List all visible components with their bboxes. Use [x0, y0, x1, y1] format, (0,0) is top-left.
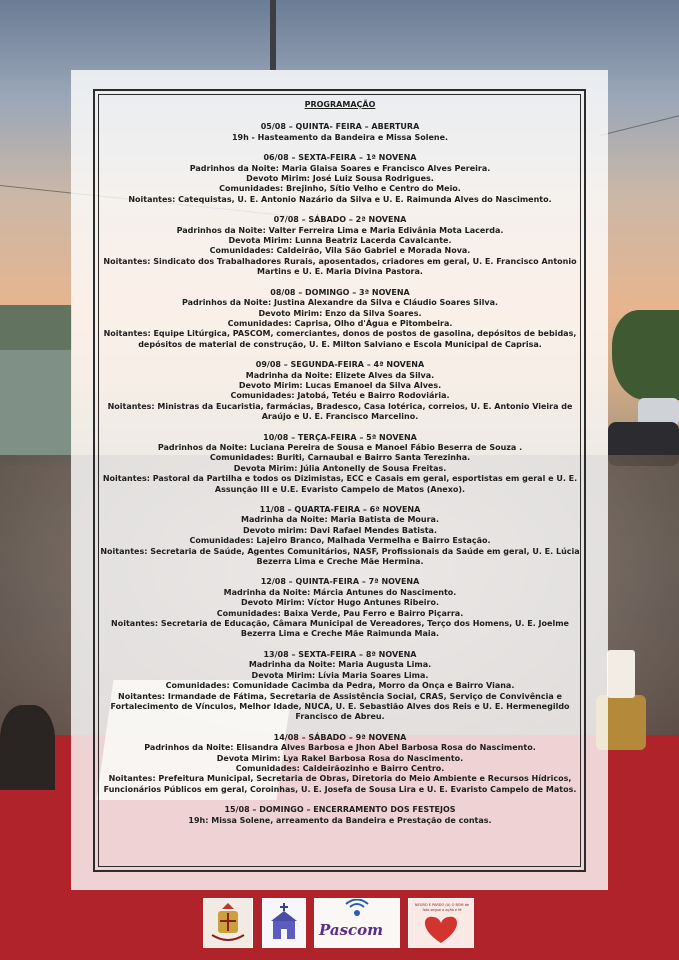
campaign-logo-text: NEGRO E PARDO (A) O BOM de fato segue o ação e fé: [414, 903, 470, 912]
day-title: 05/08 – QUINTA- FEIRA – ABERTURA: [260, 122, 420, 132]
tree: [612, 310, 679, 400]
campaign-logo: [408, 898, 474, 948]
day-block: [100, 505, 580, 567]
day-line: Madrinha da Noite: Maria Batista de Moura.: [241, 515, 439, 525]
day-line: Comunidades: Lajeiro Branco, Malhada Vermelha e Bairro Estação.: [189, 536, 491, 546]
day-line: Comunidades: Baixa Verde, Pau Ferro e Bairro Piçarra.: [216, 608, 464, 618]
day-line: Devoto Mirim: José Luiz Sousa Rodrigues.: [246, 174, 434, 184]
day-line: Padrinhos da Noite: Maria Glaisa Soares e Francisco Alves Pereira.: [189, 163, 491, 173]
parish-church-logo: [262, 898, 306, 948]
day-line: 19h - Hasteamento da Bandeira e Missa Solene.: [231, 132, 449, 142]
day-block: [100, 288, 580, 350]
day-title: 14/08 – SÁBADO – 9ª NOVENA: [273, 732, 407, 742]
diocese-coat-of-arms-logo: [203, 898, 253, 948]
day-line: Devota Mirim: Lívia Maria Soares Lima.: [251, 670, 429, 680]
day-line: Comunidades: Comunidade Cacimba da Pedra, Morro da Onça e Bairro Viana.: [165, 681, 515, 691]
sponsor-logos: [0, 898, 679, 950]
day-line: Noitantes: Pastoral da Partilha e todos os Dizimistas, ECC e Casais em geral, esportistas em geral e U. E. Assunção III e U.E. Evaristo Campelo de Matos (Anexo).: [102, 474, 578, 494]
day-line: Devoto mirim: Davi Rafael Mendes Batista.: [242, 525, 437, 535]
day-title: 12/08 – QUINTA-FEIRA – 7ª NOVENA: [260, 577, 420, 587]
day-line: 19h: Missa Solene, arreamento da Bandeira e Prestação de contas.: [188, 815, 492, 825]
day-block: [100, 433, 580, 495]
day-line: Noitantes: Secretaria de Saúde, Agentes Comunitários, NASF, Profissionais da Saúde em geral, U. E. Lúcia Bezerra Lima e Creche Mãe Hermina.: [100, 546, 580, 567]
day-line: Padrinhos da Noite: Valter Ferreira Lima e Maria Edivânia Mota Lacerda.: [176, 225, 504, 235]
day-block: [100, 153, 580, 205]
day-title: 08/08 – DOMINGO – 3ª NOVENA: [270, 287, 410, 297]
house-roof: [0, 305, 72, 350]
day-line: Padrinhos da Noite: Justina Alexandre da Silva e Cláudio Soares Silva.: [181, 298, 499, 308]
coat-of-arms-icon: [204, 899, 252, 947]
day-line: Noitantes: Equipe Litúrgica, PASCOM, comerciantes, donos de postos de gasolina, depósitos de bebidas, depósitos de material de construção, U. E. Milton Salviano e Escola Municipal de Caprisa.: [103, 329, 577, 349]
day-block: [100, 805, 580, 826]
day-line: Devota Mirim: Lunna Beatriz Lacerda Cavalcante.: [228, 236, 452, 246]
day-line: Noitantes: Secretaria de Educação, Câmara Municipal de Vereadores, Terço dos Homens, U. E. Joelme Bezerra Lima e Creche Mãe Raimunda Maia.: [111, 619, 569, 639]
day-title: 13/08 – SEXTA-FEIRA – 8ª NOVENA: [263, 649, 417, 659]
utility-pole: [270, 0, 276, 70]
day-line: Devoto Mirim: Víctor Hugo Antunes Ribeiro.: [240, 598, 440, 608]
day-title: 09/08 – SEGUNDA-FEIRA – 4ª NOVENA: [255, 360, 425, 370]
day-line: Comunidades: Caldeirãozinho e Bairro Centro.: [235, 763, 445, 773]
church-icon: [263, 899, 305, 947]
day-line: Devota Mirim: Lya Rakel Barbosa Rosa do Nascimento.: [216, 753, 464, 763]
day-line: Padrinhos da Noite: Elisandra Alves Barbosa e Jhon Abel Barbosa Rosa do Nascimento.: [144, 743, 536, 753]
person: [0, 705, 55, 790]
day-line: Comunidades: Caldeirão, Vila São Gabriel e Morada Nova.: [209, 246, 471, 256]
day-line: Devoto Mirim: Enzo da Silva Soares.: [258, 308, 422, 318]
day-title: 07/08 – SÁBADO – 2ª NOVENA: [273, 215, 407, 225]
day-title: 06/08 – SEXTA-FEIRA – 1ª NOVENA: [263, 153, 417, 163]
power-line: [600, 113, 679, 136]
day-line: Padrinhos da Noite: Luciana Pereira de Sousa e Manoel Fábio Beserra de Souza .: [157, 442, 523, 452]
day-block: [100, 215, 580, 277]
day-line: Noitantes: Prefeitura Municipal, Secretaria de Obras, Diretoria do Meio Ambiente e Recursos Hídricos, Funcionários Públicos em geral, Coroinhas, U. E. Josefa de Sousa Lira e U. E. Evaristo Campelo de Matos.: [103, 774, 577, 794]
day-block: [100, 577, 580, 639]
day-line: Madrinha da Noite: Márcia Antunes do Nascimento.: [223, 587, 457, 597]
day-line: Noitantes: Catequistas, U. E. Antonio Nazário da Silva e U. E. Raimunda Alves do Nascimento.: [128, 194, 552, 204]
day-line: Devoto Mirim: Lucas Emanoel da Silva Alves.: [238, 380, 442, 390]
day-line: Madrinha da Noite: Elizete Alves da Silva.: [245, 370, 435, 380]
day-line: Noitantes: Ministras da Eucaristia, farmácias, Bradesco, Casa lotérica, correios, U. E. Antonio Vieira de Araújo e U. E. Francisco Marcelino.: [107, 401, 573, 422]
day-line: Comunidades: Caprisa, Olho d'Água e Pitombeira.: [227, 318, 453, 328]
day-block: [100, 122, 580, 143]
day-line: Comunidades: Jatobá, Tetéu e Bairro Rodoviária.: [230, 391, 450, 401]
day-line: Madrinha da Noite: Maria Augusta Lima.: [248, 660, 432, 670]
day-line: Noitantes: Sindicato dos Trabalhadores Rurais, aposentados, criadores em geral, U. E. Francisco Antonio Martins e U. E. Maria Divina Pastora.: [103, 256, 577, 277]
day-line: Devota Mirim: Júlia Antonelly de Sousa Freitas.: [233, 463, 447, 473]
page-title: PROGRAMAÇÃO: [304, 100, 376, 109]
pascom-logo: [314, 898, 400, 948]
pascom-wordmark: Pascom: [319, 921, 384, 939]
day-block: [100, 650, 580, 723]
day-line: Comunidades: Buriti, Carnaubal e Bairro Santa Terezinha.: [209, 453, 471, 463]
day-title: 10/08 – TERÇA-FEIRA – 5ª NOVENA: [263, 432, 417, 442]
day-line: Noitantes: Irmandade de Fátima, Secretaria de Assistência Social, CRAS, Serviço de Convivência e Fortalecimento de Vínculos, Melhor Idade, NUCA, U. E. Sebastião Alves dos Reis e U. E. Hermenegildo Francisco de Abreu.: [110, 691, 570, 722]
day-block: [100, 733, 580, 795]
day-title: 15/08 – DOMINGO – ENCERRAMENTO DOS FESTEJOS: [224, 805, 456, 815]
day-block: [100, 360, 580, 422]
day-title: 11/08 – QUARTA-FEIRA – 6ª NOVENA: [259, 505, 421, 514]
day-line: Comunidades: Brejinho, Sítio Velho e Centro do Meio.: [219, 184, 461, 194]
candle: [607, 650, 635, 698]
broadcast-icon: [315, 899, 399, 921]
schedule-content: [100, 100, 580, 836]
